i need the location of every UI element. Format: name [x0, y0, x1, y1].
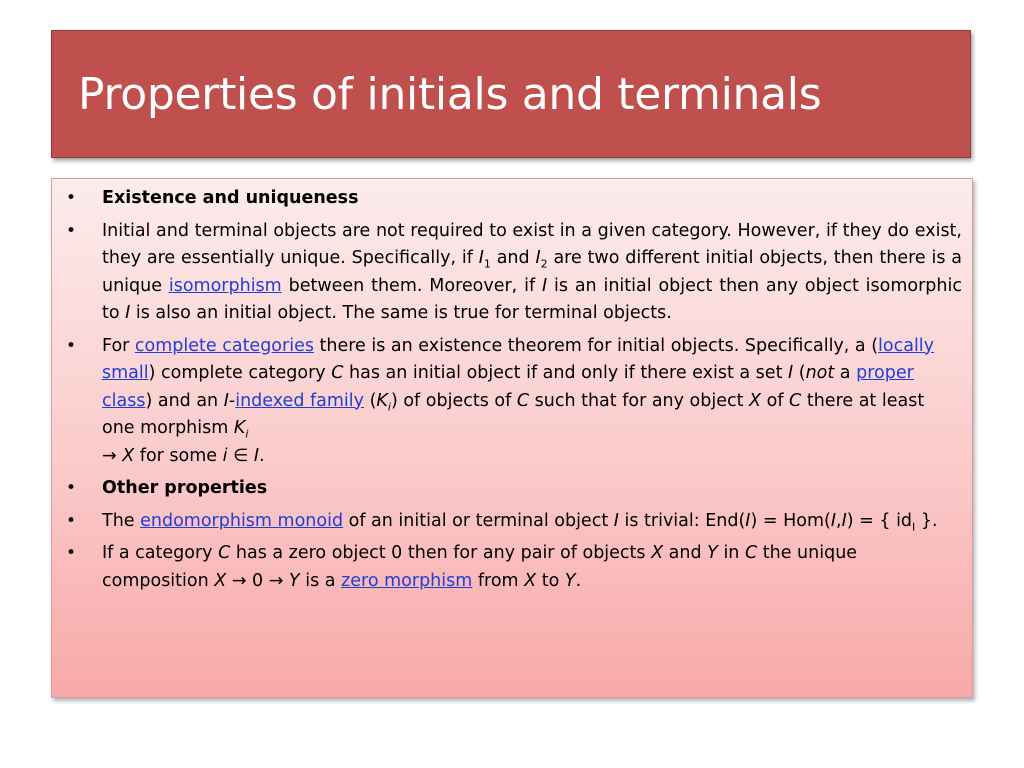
var-Y: Y: [707, 543, 718, 563]
text: .: [259, 445, 265, 466]
text: .: [575, 570, 582, 591]
var-i: i: [387, 400, 391, 413]
var-Y: Y: [288, 570, 300, 591]
link-locally-small[interactable]: locally small: [102, 335, 935, 383]
var-C: C: [516, 390, 530, 411]
bullet-uniqueness: [62, 218, 962, 328]
bullet-endomorphism: [62, 508, 962, 536]
text: of an initial or terminal object: [343, 510, 614, 531]
var-I: I: [613, 510, 619, 531]
var-i: i: [245, 427, 249, 441]
text: ∈: [227, 445, 254, 466]
text: -: [228, 390, 236, 411]
text: from: [472, 570, 525, 591]
text: between them. Moreover, if: [281, 275, 542, 296]
text: ) complete category: [148, 363, 332, 383]
text: ) and an: [145, 390, 224, 411]
text: has an initial object if and only if there exist a set: [343, 363, 788, 383]
heading-existence: Existence and uniqueness: [102, 188, 359, 208]
emphasis-not: not: [805, 363, 835, 383]
var-C: C: [218, 543, 231, 563]
var-I: I: [535, 248, 541, 268]
var-I: I: [841, 510, 847, 531]
bullet-icon: •: [66, 188, 77, 208]
bullet-icon: •: [66, 543, 77, 563]
text: Initial and terminal objects are not required to exist in a given category. However, if they do exist, they are essentially unique. Specifically, if: [102, 220, 962, 268]
var-I: I: [125, 303, 131, 323]
var-I: I: [745, 510, 751, 531]
bullet-icon: •: [66, 335, 77, 356]
var-I: I: [253, 445, 260, 466]
text: the unique composition: [102, 543, 858, 591]
text: →: [102, 445, 123, 466]
slide-title: Properties of initials and terminals: [78, 68, 822, 120]
var-C: C: [331, 363, 344, 383]
bullet-zero-object: [62, 540, 962, 595]
link-proper-class[interactable]: proper class: [102, 363, 914, 411]
subscript: 1: [483, 257, 491, 271]
var-I: I: [788, 363, 794, 383]
text: of: [761, 390, 790, 411]
var-X: X: [524, 570, 537, 591]
link-indexed-family[interactable]: indexed family: [235, 390, 365, 411]
text: The: [102, 510, 141, 531]
var-X: X: [749, 390, 762, 411]
text: is trivial: End(: [618, 510, 746, 531]
text: ) = Hom(: [750, 510, 831, 531]
text: (: [793, 363, 806, 383]
bullet-list: [62, 185, 962, 595]
text: in: [717, 543, 745, 563]
text: }.: [915, 510, 938, 531]
link-complete-categories[interactable]: complete categories: [134, 335, 314, 356]
var-X: X: [214, 570, 227, 591]
text: there at least one morphism: [102, 390, 925, 438]
text: is an initial object then any object isomorphic to: [102, 275, 962, 323]
link-endomorphism-monoid[interactable]: endomorphism monoid: [140, 510, 344, 531]
title-box: [51, 30, 971, 158]
subscript: I: [912, 520, 916, 533]
link-isomorphism[interactable]: isomorphism: [168, 275, 282, 296]
text: for some: [134, 445, 223, 466]
bullet-existence-theorem: [62, 333, 962, 471]
bullet-icon: •: [66, 220, 77, 241]
var-X: X: [122, 445, 135, 466]
content-box: [51, 178, 973, 698]
var-Y: Y: [564, 570, 576, 591]
var-K: K: [233, 418, 246, 438]
text: is also an initial object. The same is true for terminal objects.: [130, 303, 672, 323]
var-X: X: [651, 543, 664, 563]
var-K: K: [376, 390, 388, 411]
link-zero-morphism[interactable]: zero morphism: [341, 570, 473, 591]
text: For: [102, 335, 135, 356]
text: to: [536, 570, 565, 591]
var-I: I: [541, 275, 548, 296]
text: there is an existence theorem for initial objects. Specifically, a (: [313, 335, 879, 356]
var-I: I: [830, 510, 836, 531]
text: and: [490, 248, 536, 268]
bullet-other-heading: [62, 475, 962, 503]
subscript: 2: [540, 257, 548, 271]
text: has a zero object 0 then for any pair of objects: [230, 543, 652, 563]
bullet-existence-heading: [62, 185, 962, 213]
text: ,: [836, 510, 842, 531]
text: and: [663, 543, 708, 563]
text: ) = { id: [846, 510, 913, 531]
bullet-icon: •: [66, 510, 77, 531]
var-I: I: [478, 248, 484, 268]
text: (: [364, 390, 377, 411]
text: → 0 →: [226, 570, 289, 591]
text: such that for any object: [529, 390, 750, 411]
text: a: [834, 363, 857, 383]
var-i: i: [222, 445, 228, 466]
text: ) of objects of: [390, 390, 517, 411]
var-C: C: [789, 390, 802, 411]
bullet-icon: •: [66, 478, 77, 498]
text: is a: [299, 570, 342, 591]
text: If a category: [102, 543, 219, 563]
var-C: C: [744, 543, 758, 563]
heading-other-properties: Other properties: [102, 478, 268, 498]
text: are two different initial objects, then there is a unique: [102, 248, 962, 296]
var-I: I: [223, 390, 229, 411]
